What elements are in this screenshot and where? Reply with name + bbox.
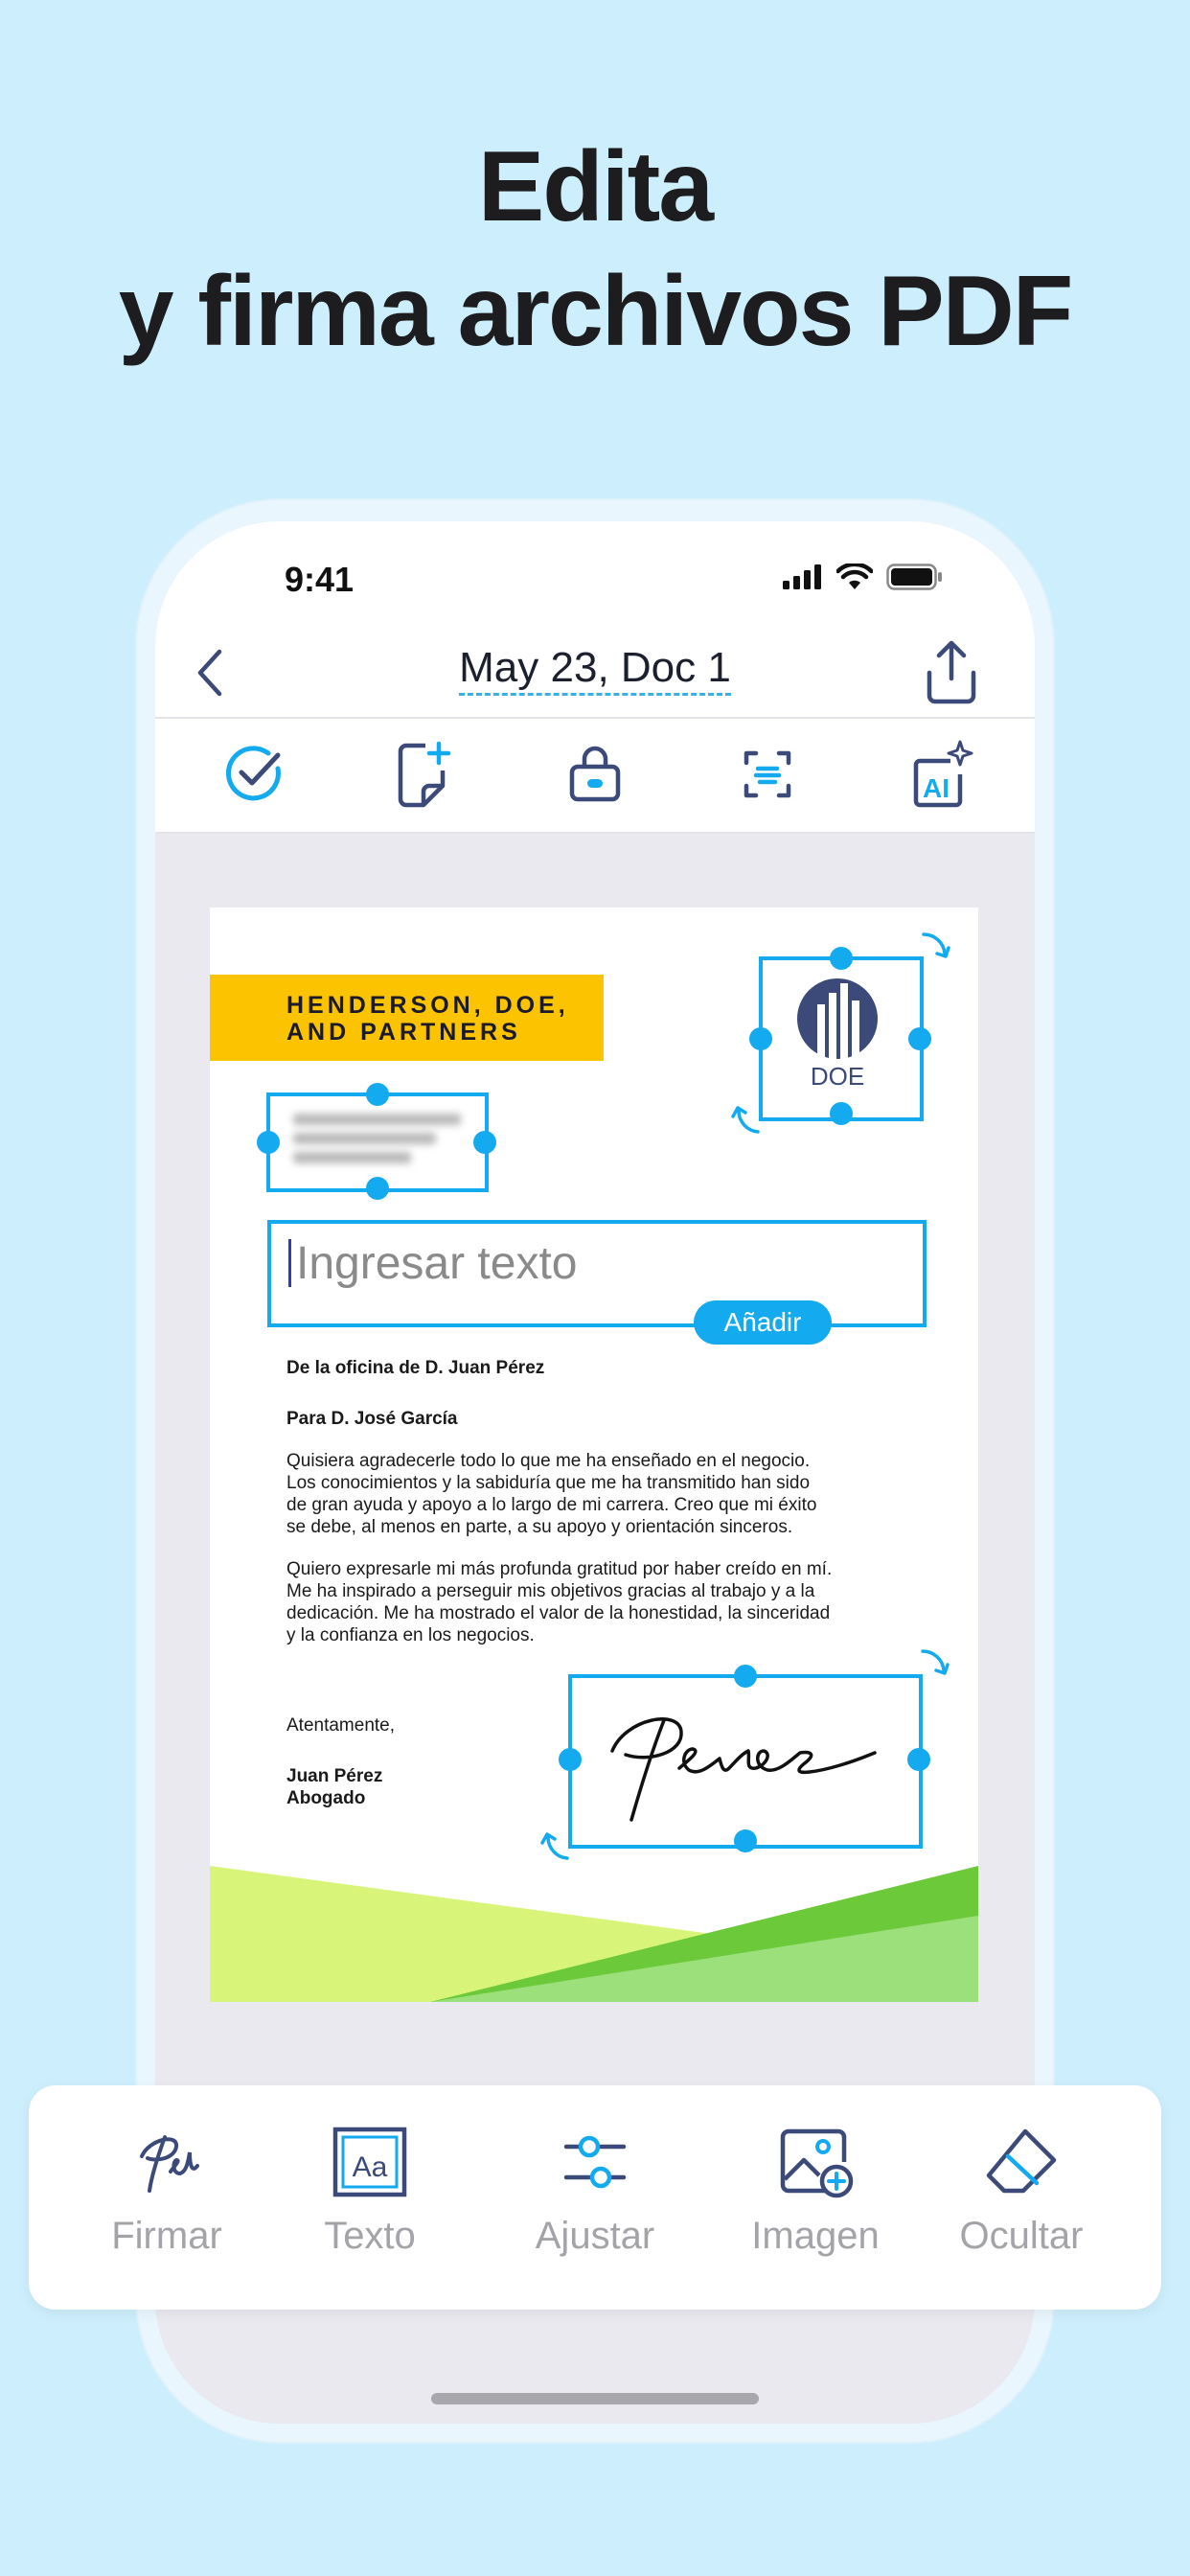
- green-footer-shapes: [210, 1866, 978, 2002]
- blurred-address: [293, 1114, 461, 1169]
- resize-handle-left[interactable]: [749, 1027, 772, 1050]
- ajustar-tool[interactable]: [499, 2124, 691, 2258]
- paragraph-2-line: y la confianza en los negocios.: [286, 1625, 535, 1645]
- imagen-label: Imagen: [751, 2215, 880, 2257]
- eraser-icon: [983, 2124, 1060, 2200]
- share-icon[interactable]: [922, 638, 981, 705]
- status-time: 9:41: [285, 560, 355, 599]
- company-name-line-2: AND PARTNERS: [286, 1019, 521, 1046]
- ocultar-label: Ocultar: [959, 2215, 1084, 2257]
- headline: [0, 125, 1190, 374]
- closing: Atentamente,: [286, 1715, 396, 1736]
- add-page-icon[interactable]: [389, 740, 458, 809]
- company-name-line-1: HENDERSON, DOE,: [286, 992, 569, 1019]
- imagen-tool[interactable]: [720, 2124, 911, 2258]
- wifi-icon: [836, 564, 873, 590]
- to-line: Para D. José García: [286, 1409, 458, 1429]
- status-icons: [783, 564, 944, 590]
- rotate-icon[interactable]: [920, 929, 954, 963]
- rotate-icon[interactable]: [538, 1829, 573, 1864]
- text-caret: [288, 1239, 291, 1287]
- resize-handle-right[interactable]: [473, 1131, 496, 1154]
- logo-selection[interactable]: [759, 956, 924, 1121]
- logo-text: DOE: [810, 1062, 865, 1091]
- paragraph-1-line: Quisiera agradecerle todo lo que me ha enseñado en el negocio.: [286, 1451, 811, 1471]
- ocultar-tool[interactable]: [926, 2124, 1117, 2258]
- signature-icon: [128, 2124, 205, 2200]
- handwritten-signature: [587, 1693, 904, 1828]
- ai-sparkle-icon[interactable]: [906, 740, 975, 809]
- check-circle-icon[interactable]: [220, 740, 289, 809]
- paragraph-1: [286, 1450, 816, 1538]
- text-input-placeholder[interactable]: Ingresar texto: [296, 1238, 578, 1289]
- tool-row-divider: [155, 832, 1035, 834]
- headline-line-1: Edita: [477, 131, 713, 242]
- tool-row: [155, 719, 1035, 832]
- add-image-icon: [777, 2124, 854, 2200]
- rotate-icon[interactable]: [919, 1645, 953, 1680]
- scan-text-icon[interactable]: [733, 740, 802, 809]
- resize-handle-bottom[interactable]: [366, 1177, 389, 1200]
- text-box-icon: [332, 2124, 408, 2200]
- from-line: De la oficina de D. Juan Pérez: [286, 1358, 545, 1378]
- paragraph-2: [286, 1558, 832, 1646]
- home-indicator[interactable]: [431, 2393, 759, 2404]
- texto-label: Texto: [324, 2215, 416, 2257]
- resize-handle-top[interactable]: [734, 1665, 757, 1688]
- address-selection[interactable]: [266, 1092, 489, 1192]
- resize-handle-right[interactable]: [907, 1748, 930, 1771]
- paragraph-2-line: Quiero expresarle mi más profunda gratitud por haber creído en mí.: [286, 1559, 833, 1579]
- firmar-label: Firmar: [111, 2215, 222, 2257]
- battery-icon: [886, 564, 944, 590]
- svg-text:Aa: Aa: [352, 2151, 388, 2183]
- signature-selection[interactable]: [568, 1674, 923, 1849]
- paragraph-2-line: dedicación. Me ha mostrado el valor de la honestidad, la sinceridad: [286, 1603, 831, 1623]
- firmar-tool[interactable]: [71, 2124, 263, 2258]
- resize-handle-bottom[interactable]: [734, 1829, 757, 1852]
- company-logo: [785, 976, 890, 1091]
- resize-handle-left[interactable]: [559, 1748, 582, 1771]
- cellular-signal-icon: [783, 564, 823, 589]
- pdf-page: [210, 908, 978, 2002]
- add-text-button[interactable]: Añadir: [694, 1300, 832, 1345]
- paragraph-2-line: Me ha inspirado a perseguir mis objetivos gracias al trabajo y a la: [286, 1581, 815, 1601]
- bottom-toolbar: [29, 2085, 1161, 2310]
- paragraph-1-line: se debe, al menos en parte, a su apoyo y orientación sinceros.: [286, 1517, 793, 1537]
- nav-bar: [155, 627, 1035, 718]
- paragraph-1-line: Los conocimientos y la sabiduría que me ha transmitido han sido: [286, 1473, 811, 1493]
- lock-icon[interactable]: [561, 740, 629, 809]
- headline-line-2: y firma archivos PDF: [118, 256, 1072, 367]
- rotate-icon[interactable]: [729, 1103, 764, 1138]
- ajustar-label: Ajustar: [535, 2215, 655, 2257]
- paragraph-1-line: de gran ayuda y apoyo a lo largo de mi carrera. Creo que mi éxito: [286, 1495, 817, 1515]
- signer-name: Juan Pérez: [286, 1766, 383, 1786]
- company-name: [286, 992, 569, 1046]
- texto-tool[interactable]: [274, 2124, 466, 2258]
- resize-handle-right[interactable]: [908, 1027, 931, 1050]
- resize-handle-bottom[interactable]: [830, 1102, 853, 1125]
- resize-handle-top[interactable]: [366, 1083, 389, 1106]
- company-band: [210, 975, 604, 1061]
- svg-text:AI: AI: [923, 773, 950, 803]
- resize-handle-left[interactable]: [257, 1131, 280, 1154]
- document-title-text[interactable]: May 23, Doc 1: [459, 644, 731, 696]
- signer-title: Abogado: [286, 1788, 366, 1808]
- sliders-icon: [557, 2124, 633, 2200]
- document-title[interactable]: [155, 644, 1035, 692]
- resize-handle-top[interactable]: [830, 947, 853, 970]
